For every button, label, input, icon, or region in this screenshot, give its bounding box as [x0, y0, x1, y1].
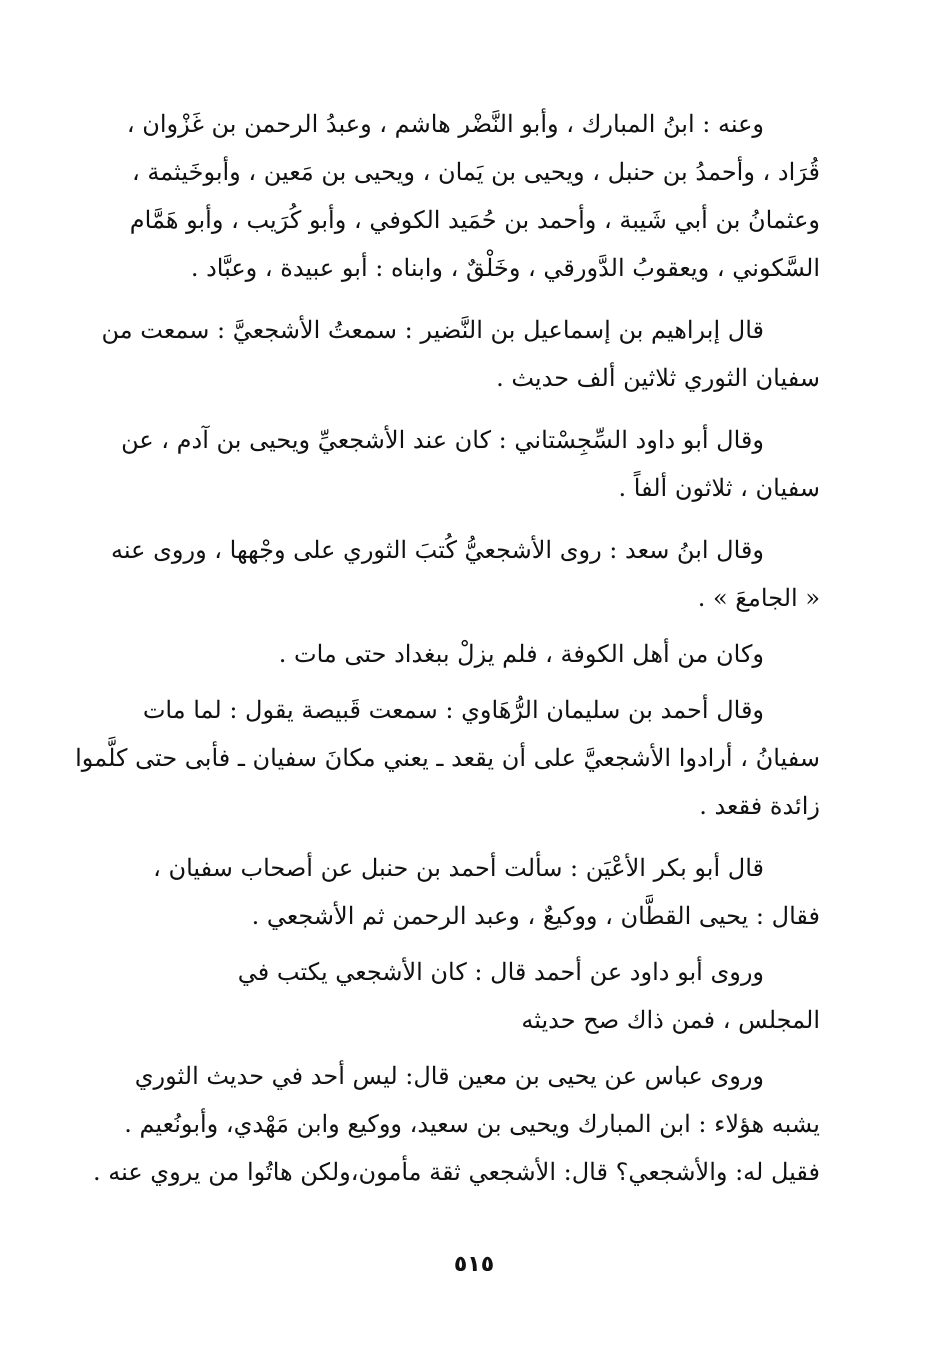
text-line: المجلس ، فمن ذاك صح حديثه: [521, 1006, 820, 1034]
paragraph-ibrahim: [101, 306, 820, 402]
main-text: [75, 100, 820, 1196]
page-number: ٥١٥: [453, 1252, 495, 1277]
text-line: وقال ابنُ سعد : روى الأشجعيُّ كُتبَ الثوري على وجْهها ، وروى عنه: [111, 536, 764, 564]
text-line: سفيان ، ثلاثون ألفاً .: [618, 474, 820, 502]
text-line: وعنه : ابنُ المبارك ، وأبو النَّضْر هاشم ، وعبدُ الرحمن بن غَزْوان ،: [126, 110, 764, 138]
text-line: وروى أبو داود عن أحمد قال : كان الأشجعي يكتب في: [237, 958, 764, 986]
text-line: قال أبو بكر الأعْيَن : سألت أحمد بن حنبل عن أصحاب سفيان ،: [153, 854, 764, 882]
text-line: سفيان الثوري ثلاثين ألف حديث .: [496, 364, 820, 392]
paragraph-ayan: [153, 844, 820, 940]
text-line: السَّكوني ، ويعقوبُ الدَّورقي ، وخَلْقٌ ، وابناه : أبو عبيدة ، وعبَّاد .: [190, 254, 820, 282]
text-line: وروى عباس عن يحيى بن معين قال: ليس أحد في حديث الثوري: [134, 1062, 764, 1090]
paragraph-ahmad: [160, 948, 820, 1044]
text-line: فقال : يحيى القطَّان ، ووكيعٌ ، وعبد الرحمن ثم الأشجعي .: [251, 902, 820, 930]
paragraph-ibn-sad: [111, 526, 820, 622]
text-line: قال إبراهيم بن إسماعيل بن النَّضير : سمعتُ الأشجعيَّ : سمعت من: [101, 316, 764, 344]
text-line: وكان من أهل الكوفة ، فلم يزلْ ببغداد حتى مات .: [278, 640, 764, 668]
text-line: وقال أحمد بن سليمان الرُّهَاوي : سمعت قَبيصة يقول : لما مات: [142, 696, 764, 724]
text-line: فقيل له: والأشجعي؟ قال: الأشجعي ثقة مأمون،ولكن هاتُوا من يروي عنه .: [92, 1158, 820, 1186]
text-line: سفيانُ ، أرادوا الأشجعيَّ على أن يقعد ـ يعني مكانَ سفيان ـ فأبى حتى كلَّموا: [75, 744, 820, 772]
text-line: « الجامعَ » .: [697, 584, 820, 612]
paragraph-abbas: [92, 1052, 820, 1196]
paragraph-kufa: [160, 630, 820, 678]
paragraph-narrators: [126, 100, 820, 292]
text-line: وعثمانُ بن أبي شَيبة ، وأحمد بن حُمَيد الكوفي ، وأبو كُرَيب ، وأبو هَمَّام: [129, 206, 820, 234]
text-line: وقال أبو داود السِّجِسْتاني : كان عند الأشجعيِّ ويحيى بن آدم ، عن: [121, 426, 764, 454]
text-line: زائدة فقعد .: [699, 792, 820, 820]
paragraph-ruhawi: [75, 686, 820, 830]
paragraph-abu-dawud: [121, 416, 820, 512]
text-line: يشبه هؤلاء : ابن المبارك ويحيى بن سعيد، ووكيع وابن مَهْدي، وأبونُعيم .: [124, 1110, 820, 1138]
text-line: قُرَاد ، وأحمدُ بن حنبل ، ويحيى بن يَمان ، ويحيى بن مَعين ، وأبوخَيثمة ،: [132, 158, 820, 186]
